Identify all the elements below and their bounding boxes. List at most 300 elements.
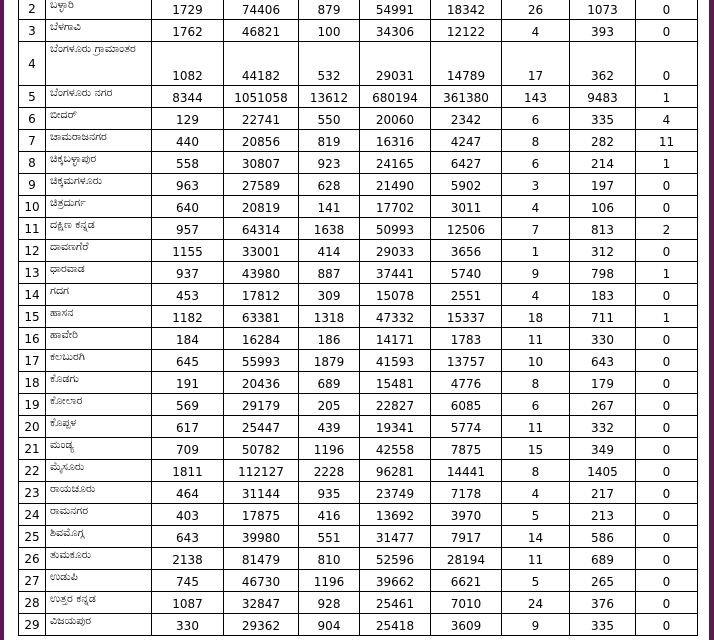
cell-sl-no: 25 (19, 526, 46, 548)
cell-sl-no: 10 (19, 196, 46, 218)
cell-sl-no: 4 (19, 42, 46, 86)
cell-col-9: 9483 (570, 86, 636, 108)
cell-sl-no: 21 (19, 438, 46, 460)
cell-col-6: 25418 (360, 614, 431, 636)
cell-district-name: ಚಿಕ್ಕಬಳ್ಳಾಪುರ (46, 152, 152, 174)
cell-col-8: 11 (502, 328, 570, 350)
cell-col-4: 1051058 (224, 86, 299, 108)
cell-col-7: 6085 (431, 394, 502, 416)
cell-col-6: 13692 (360, 504, 431, 526)
cell-col-5: 13612 (299, 86, 360, 108)
cell-col-10: 0 (636, 570, 698, 592)
cell-col-6: 29033 (360, 240, 431, 262)
cell-col-10: 0 (636, 548, 698, 570)
cell-sl-no: 6 (19, 108, 46, 130)
cell-district-name: ಬಳ್ಳಾರಿ (46, 0, 152, 20)
cell-col-10: 0 (636, 196, 698, 218)
table-row (19, 350, 698, 372)
cell-col-10: 11 (636, 130, 698, 152)
cell-col-3: 745 (152, 570, 224, 592)
cell-col-5: 186 (299, 328, 360, 350)
cell-col-4: 32847 (224, 592, 299, 614)
cell-col-4: 31144 (224, 482, 299, 504)
cell-col-7: 3656 (431, 240, 502, 262)
cell-col-7: 7917 (431, 526, 502, 548)
cell-col-9: 689 (570, 548, 636, 570)
cell-col-5: 923 (299, 152, 360, 174)
cell-district-name: ಗದಗ (46, 284, 152, 306)
cell-col-3: 191 (152, 372, 224, 394)
cell-col-9: 332 (570, 416, 636, 438)
cell-col-4: 112127 (224, 460, 299, 482)
cell-col-10: 0 (636, 460, 698, 482)
cell-col-10: 0 (636, 526, 698, 548)
cell-col-10: 0 (636, 372, 698, 394)
cell-col-6: 25461 (360, 592, 431, 614)
cell-col-7: 5740 (431, 262, 502, 284)
cell-sl-no: 27 (19, 570, 46, 592)
table-row (19, 42, 698, 86)
cell-col-10: 1 (636, 306, 698, 328)
cell-col-10: 1 (636, 262, 698, 284)
cell-col-9: 106 (570, 196, 636, 218)
cell-col-4: 46821 (224, 20, 299, 42)
cell-col-8: 10 (502, 350, 570, 372)
cell-col-9: 330 (570, 328, 636, 350)
left-frame-border (0, 0, 4, 640)
cell-col-4: 33001 (224, 240, 299, 262)
cell-col-6: 37441 (360, 262, 431, 284)
cell-sl-no: 8 (19, 152, 46, 174)
cell-district-name: ಕೊಡಗು (46, 372, 152, 394)
table-row (19, 416, 698, 438)
cell-col-4: 17812 (224, 284, 299, 306)
cell-district-name: ಚಿಕ್ಕಮಗಳೂರು (46, 174, 152, 196)
cell-col-4: 50782 (224, 438, 299, 460)
cell-col-6: 16316 (360, 130, 431, 152)
table-row (19, 218, 698, 240)
cell-district-name: ಮಂಡ್ಯ (46, 438, 152, 460)
cell-district-name: ದಾವಣಗೆರೆ (46, 240, 152, 262)
cell-col-4: 46730 (224, 570, 299, 592)
cell-col-3: 963 (152, 174, 224, 196)
cell-col-10: 2 (636, 218, 698, 240)
cell-col-4: 64314 (224, 218, 299, 240)
cell-col-5: 439 (299, 416, 360, 438)
table-row (19, 438, 698, 460)
cell-district-name: ತುಮಕೂರು (46, 548, 152, 570)
cell-col-9: 1073 (570, 0, 636, 20)
cell-sl-no: 22 (19, 460, 46, 482)
cell-col-10: 0 (636, 350, 698, 372)
cell-col-8: 24 (502, 592, 570, 614)
cell-col-7: 15337 (431, 306, 502, 328)
cell-col-7: 3970 (431, 504, 502, 526)
cell-col-3: 440 (152, 130, 224, 152)
cell-col-4: 29179 (224, 394, 299, 416)
cell-col-6: 680194 (360, 86, 431, 108)
cell-col-3: 643 (152, 526, 224, 548)
cell-col-10: 1 (636, 86, 698, 108)
table-row (19, 328, 698, 350)
cell-col-10: 0 (636, 284, 698, 306)
cell-col-6: 15078 (360, 284, 431, 306)
table-row (19, 174, 698, 196)
cell-col-7: 361380 (431, 86, 502, 108)
cell-col-9: 179 (570, 372, 636, 394)
cell-col-9: 586 (570, 526, 636, 548)
cell-col-6: 29031 (360, 42, 431, 86)
cell-col-9: 183 (570, 284, 636, 306)
table-row (19, 108, 698, 130)
cell-col-6: 21490 (360, 174, 431, 196)
cell-col-5: 141 (299, 196, 360, 218)
cell-col-8: 14 (502, 526, 570, 548)
cell-col-5: 414 (299, 240, 360, 262)
cell-col-5: 904 (299, 614, 360, 636)
cell-district-name: ಹಾವೇರಿ (46, 328, 152, 350)
cell-col-6: 34306 (360, 20, 431, 42)
cell-col-9: 813 (570, 218, 636, 240)
cell-col-9: 335 (570, 108, 636, 130)
cell-col-7: 2342 (431, 108, 502, 130)
cell-sl-no: 19 (19, 394, 46, 416)
cell-col-4: 25447 (224, 416, 299, 438)
cell-col-7: 4776 (431, 372, 502, 394)
cell-col-5: 1196 (299, 570, 360, 592)
cell-col-10: 0 (636, 20, 698, 42)
cell-col-8: 5 (502, 570, 570, 592)
cell-col-3: 640 (152, 196, 224, 218)
cell-col-9: 393 (570, 20, 636, 42)
cell-col-10: 0 (636, 482, 698, 504)
cell-col-10: 0 (636, 240, 698, 262)
cell-col-10: 0 (636, 592, 698, 614)
cell-col-5: 887 (299, 262, 360, 284)
cell-col-6: 22827 (360, 394, 431, 416)
cell-col-3: 1155 (152, 240, 224, 262)
cell-col-5: 1879 (299, 350, 360, 372)
cell-col-6: 42558 (360, 438, 431, 460)
cell-col-3: 453 (152, 284, 224, 306)
cell-col-9: 362 (570, 42, 636, 86)
cell-col-3: 8344 (152, 86, 224, 108)
cell-col-9: 213 (570, 504, 636, 526)
cell-col-9: 643 (570, 350, 636, 372)
cell-col-3: 1762 (152, 20, 224, 42)
cell-col-6: 41593 (360, 350, 431, 372)
table-row (19, 196, 698, 218)
cell-col-7: 12122 (431, 20, 502, 42)
table-row (19, 504, 698, 526)
cell-col-4: 17875 (224, 504, 299, 526)
cell-sl-no: 12 (19, 240, 46, 262)
cell-district-name: ರಾಯಚೂರು (46, 482, 152, 504)
cell-sl-no: 29 (19, 614, 46, 636)
cell-district-name: ಉತ್ತರ ಕನ್ನಡ (46, 592, 152, 614)
cell-sl-no: 23 (19, 482, 46, 504)
cell-col-8: 26 (502, 0, 570, 20)
cell-col-8: 17 (502, 42, 570, 86)
cell-col-3: 330 (152, 614, 224, 636)
table-row (19, 240, 698, 262)
cell-col-7: 18342 (431, 0, 502, 20)
cell-col-7: 2551 (431, 284, 502, 306)
table-row (19, 20, 698, 42)
cell-col-8: 18 (502, 306, 570, 328)
cell-district-name: ಮೈಸೂರು (46, 460, 152, 482)
cell-col-8: 6 (502, 108, 570, 130)
cell-col-6: 96281 (360, 460, 431, 482)
cell-district-name: ಶಿವಮೊಗ್ಗ (46, 526, 152, 548)
cell-col-6: 19341 (360, 416, 431, 438)
cell-district-name: ಹಾಸನ (46, 306, 152, 328)
cell-col-8: 3 (502, 174, 570, 196)
cell-sl-no: 18 (19, 372, 46, 394)
cell-col-10: 0 (636, 174, 698, 196)
cell-col-9: 376 (570, 592, 636, 614)
cell-col-7: 4247 (431, 130, 502, 152)
table-body (19, 0, 698, 636)
cell-col-7: 3609 (431, 614, 502, 636)
cell-sl-no: 26 (19, 548, 46, 570)
cell-col-4: 30807 (224, 152, 299, 174)
table-row (19, 614, 698, 636)
cell-col-4: 22741 (224, 108, 299, 130)
table-row (19, 372, 698, 394)
table-row (19, 130, 698, 152)
table-row (19, 262, 698, 284)
cell-col-4: 20436 (224, 372, 299, 394)
cell-col-9: 217 (570, 482, 636, 504)
cell-col-6: 39662 (360, 570, 431, 592)
cell-col-4: 29362 (224, 614, 299, 636)
cell-col-9: 197 (570, 174, 636, 196)
cell-col-4: 55993 (224, 350, 299, 372)
cell-col-5: 205 (299, 394, 360, 416)
cell-col-10: 0 (636, 394, 698, 416)
cell-col-3: 957 (152, 218, 224, 240)
cell-col-8: 8 (502, 372, 570, 394)
cell-col-9: 349 (570, 438, 636, 460)
cell-sl-no: 17 (19, 350, 46, 372)
cell-col-5: 1196 (299, 438, 360, 460)
cell-col-6: 31477 (360, 526, 431, 548)
cell-district-name: ಚಿತ್ರದುರ್ಗ (46, 196, 152, 218)
cell-col-7: 7875 (431, 438, 502, 460)
cell-col-5: 550 (299, 108, 360, 130)
cell-col-5: 416 (299, 504, 360, 526)
table-row (19, 284, 698, 306)
table-row (19, 570, 698, 592)
cell-col-7: 7010 (431, 592, 502, 614)
cell-col-7: 14789 (431, 42, 502, 86)
cell-col-3: 1182 (152, 306, 224, 328)
cell-col-5: 879 (299, 0, 360, 20)
cell-col-8: 4 (502, 196, 570, 218)
cell-col-9: 265 (570, 570, 636, 592)
cell-col-7: 14441 (431, 460, 502, 482)
cell-col-3: 569 (152, 394, 224, 416)
cell-col-6: 47332 (360, 306, 431, 328)
cell-col-3: 129 (152, 108, 224, 130)
cell-col-5: 2228 (299, 460, 360, 482)
cell-col-10: 0 (636, 42, 698, 86)
cell-col-5: 1318 (299, 306, 360, 328)
cell-col-7: 13757 (431, 350, 502, 372)
cell-col-7: 28194 (431, 548, 502, 570)
cell-col-8: 8 (502, 130, 570, 152)
cell-col-8: 5 (502, 504, 570, 526)
cell-col-8: 7 (502, 218, 570, 240)
cell-col-7: 1783 (431, 328, 502, 350)
cell-sl-no: 14 (19, 284, 46, 306)
cell-district-name: ಕಲಬುರಗಿ (46, 350, 152, 372)
cell-col-4: 16284 (224, 328, 299, 350)
table-row (19, 526, 698, 548)
cell-col-3: 1087 (152, 592, 224, 614)
cell-col-4: 44182 (224, 42, 299, 86)
cell-col-7: 3011 (431, 196, 502, 218)
cell-district-name: ಚಾಮರಾಜನಗರ (46, 130, 152, 152)
cell-col-3: 1811 (152, 460, 224, 482)
cell-col-8: 11 (502, 416, 570, 438)
cell-district-name: ಕೊಪ್ಪಳ (46, 416, 152, 438)
cell-district-name: ಬೀದರ್ (46, 108, 152, 130)
cell-sl-no: 7 (19, 130, 46, 152)
cell-col-3: 2138 (152, 548, 224, 570)
cell-sl-no: 15 (19, 306, 46, 328)
cell-col-3: 645 (152, 350, 224, 372)
cell-col-7: 6621 (431, 570, 502, 592)
cell-sl-no: 13 (19, 262, 46, 284)
cell-col-6: 17702 (360, 196, 431, 218)
cell-col-6: 52596 (360, 548, 431, 570)
cell-col-5: 935 (299, 482, 360, 504)
cell-col-3: 709 (152, 438, 224, 460)
cell-district-name: ಧಾರವಾಡ (46, 262, 152, 284)
cell-col-7: 5902 (431, 174, 502, 196)
cell-district-name: ಬೆಂಗಳೂರು ನಗರ (46, 86, 152, 108)
cell-col-10: 0 (636, 0, 698, 20)
cell-col-8: 9 (502, 262, 570, 284)
cell-col-6: 23749 (360, 482, 431, 504)
cell-col-3: 1729 (152, 0, 224, 20)
cell-col-3: 1082 (152, 42, 224, 86)
cell-col-5: 928 (299, 592, 360, 614)
table-row (19, 548, 698, 570)
cell-sl-no: 28 (19, 592, 46, 614)
cell-col-3: 403 (152, 504, 224, 526)
cell-col-9: 214 (570, 152, 636, 174)
cell-col-5: 810 (299, 548, 360, 570)
cell-col-5: 819 (299, 130, 360, 152)
cell-col-9: 312 (570, 240, 636, 262)
cell-district-name: ಕೋಲಾರ (46, 394, 152, 416)
cell-col-4: 20856 (224, 130, 299, 152)
cell-sl-no: 9 (19, 174, 46, 196)
cell-col-9: 282 (570, 130, 636, 152)
cell-col-10: 0 (636, 416, 698, 438)
cell-col-8: 4 (502, 482, 570, 504)
cell-col-6: 54991 (360, 0, 431, 20)
cell-col-10: 0 (636, 328, 698, 350)
district-data-table (18, 0, 698, 636)
cell-sl-no: 2 (19, 0, 46, 20)
cell-col-5: 309 (299, 284, 360, 306)
cell-col-3: 617 (152, 416, 224, 438)
cell-district-name: ವಿಜಯಪುರ (46, 614, 152, 636)
cell-sl-no: 24 (19, 504, 46, 526)
cell-district-name: ರಾಮನಗರ (46, 504, 152, 526)
cell-col-9: 267 (570, 394, 636, 416)
cell-sl-no: 16 (19, 328, 46, 350)
table-row (19, 460, 698, 482)
cell-col-4: 27589 (224, 174, 299, 196)
cell-col-5: 551 (299, 526, 360, 548)
cell-col-5: 689 (299, 372, 360, 394)
cell-col-9: 711 (570, 306, 636, 328)
cell-col-8: 15 (502, 438, 570, 460)
cell-col-8: 1 (502, 240, 570, 262)
cell-col-4: 74406 (224, 0, 299, 20)
table-row (19, 86, 698, 108)
cell-col-10: 4 (636, 108, 698, 130)
cell-col-3: 558 (152, 152, 224, 174)
cell-col-9: 798 (570, 262, 636, 284)
cell-sl-no: 20 (19, 416, 46, 438)
cell-sl-no: 3 (19, 20, 46, 42)
cell-col-7: 5774 (431, 416, 502, 438)
cell-district-name: ಉಡುಪಿ (46, 570, 152, 592)
cell-col-4: 43980 (224, 262, 299, 284)
table-row (19, 592, 698, 614)
cell-col-4: 39980 (224, 526, 299, 548)
cell-sl-no: 5 (19, 86, 46, 108)
cell-col-6: 14171 (360, 328, 431, 350)
cell-sl-no: 11 (19, 218, 46, 240)
cell-col-5: 532 (299, 42, 360, 86)
cell-col-8: 9 (502, 614, 570, 636)
cell-col-10: 0 (636, 504, 698, 526)
cell-col-5: 628 (299, 174, 360, 196)
cell-col-8: 4 (502, 20, 570, 42)
cell-district-name: ಬೆಳಗಾವಿ (46, 20, 152, 42)
cell-col-8: 6 (502, 394, 570, 416)
cell-col-10: 0 (636, 438, 698, 460)
table-row (19, 482, 698, 504)
cell-col-4: 81479 (224, 548, 299, 570)
table-row (19, 152, 698, 174)
table-row (19, 394, 698, 416)
cell-col-6: 15481 (360, 372, 431, 394)
cell-col-8: 6 (502, 152, 570, 174)
cell-col-3: 184 (152, 328, 224, 350)
cell-col-8: 4 (502, 284, 570, 306)
cell-district-name: ಬೆಂಗಳೂರು ಗ್ರಾಮಾಂತರ (46, 42, 152, 86)
cell-col-6: 20060 (360, 108, 431, 130)
cell-district-name: ದಕ್ಷಿಣ ಕನ್ನಡ (46, 218, 152, 240)
cell-col-5: 1638 (299, 218, 360, 240)
cell-col-9: 335 (570, 614, 636, 636)
table-row (19, 306, 698, 328)
table-row (19, 0, 698, 20)
cell-col-3: 464 (152, 482, 224, 504)
cell-col-8: 8 (502, 460, 570, 482)
cell-col-7: 6427 (431, 152, 502, 174)
right-frame-border (709, 0, 714, 640)
cell-col-4: 20819 (224, 196, 299, 218)
